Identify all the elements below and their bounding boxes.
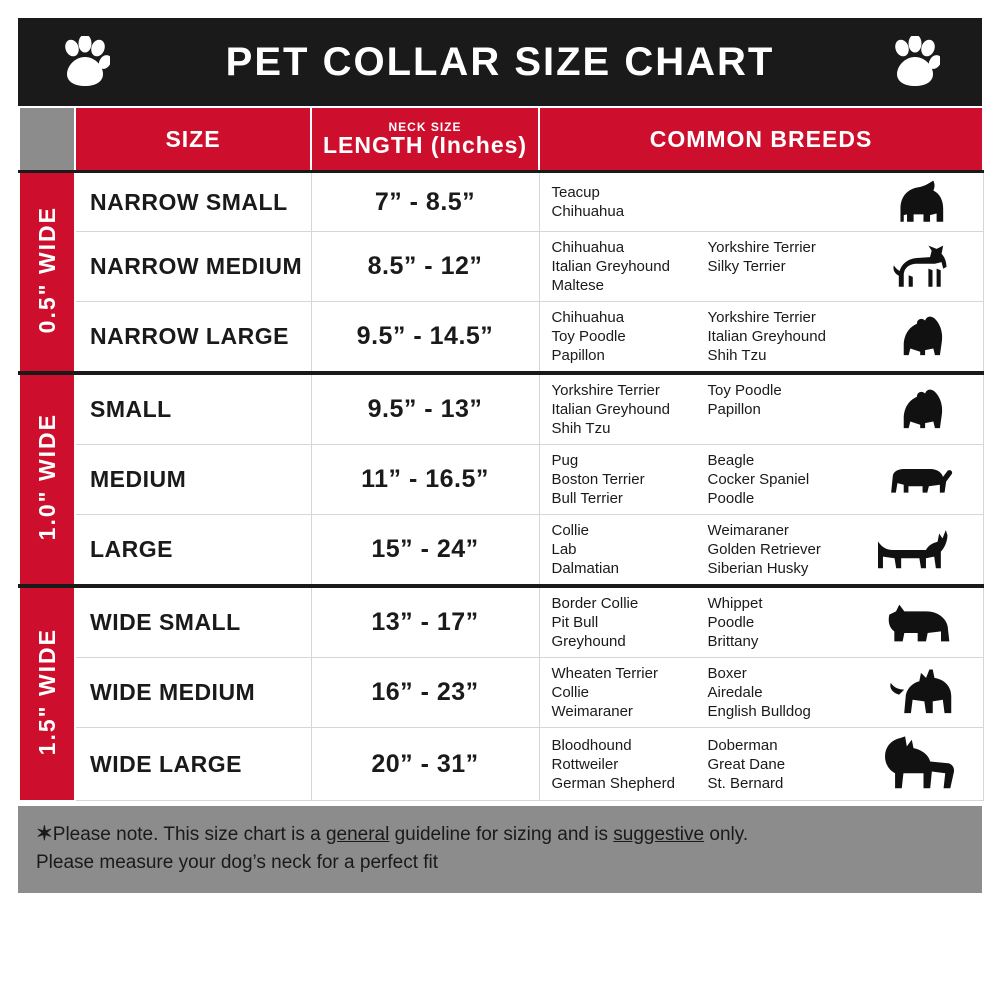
breed-column-left <box>552 238 700 295</box>
breed-name: Silky Terrier <box>707 258 786 275</box>
size-table <box>18 106 984 802</box>
breed-name: Border Collie <box>551 595 639 612</box>
size-name: NARROW SMALL <box>75 172 311 232</box>
breed-name: Cocker Spaniel <box>707 471 810 488</box>
breed-name: Siberian Husky <box>707 560 809 577</box>
breed-name: Doberman <box>707 736 778 754</box>
chart-header <box>18 18 982 106</box>
table-row <box>19 728 983 801</box>
table-row <box>19 373 983 445</box>
breed-name: Collie <box>551 684 590 701</box>
size-name: SMALL <box>75 373 311 445</box>
breed-column-right <box>708 594 856 651</box>
yorkie-silhouette <box>865 179 983 225</box>
breed-name: Weimaraner <box>551 703 633 720</box>
table-row <box>19 515 983 587</box>
breed-name: Beagle <box>707 452 755 469</box>
table-row <box>19 445 983 515</box>
papillon-silhouette <box>865 386 983 434</box>
breed-column-left <box>552 736 700 793</box>
breed-column-left <box>552 521 700 578</box>
breed-name: Teacup <box>551 184 600 201</box>
table-row <box>19 658 983 728</box>
footnote-text-b: guideline for sizing and is <box>389 823 614 845</box>
breed-name: Chihuahua <box>551 309 625 326</box>
width-group-label: 1.0" WIDE <box>19 373 75 586</box>
breed-name: Lab <box>551 541 577 558</box>
breed-name: Toy Poodle <box>551 328 626 345</box>
breed-name: Brittany <box>707 633 759 650</box>
breed-name: Papillon <box>707 401 761 418</box>
breed-name: Great Dane <box>707 755 786 773</box>
breed-name: St. Bernard <box>707 774 784 792</box>
paw-icon <box>890 36 940 88</box>
size-name: WIDE SMALL <box>75 586 311 658</box>
breed-name: German Shepherd <box>551 774 675 792</box>
footnote-line-1 <box>36 820 964 849</box>
breed-name: Poodle <box>707 490 755 507</box>
column-header-breeds: COMMON BREEDS <box>539 107 983 172</box>
footnote-text-a: Please note. This size chart is a <box>52 823 326 845</box>
breed-column-right <box>708 308 856 365</box>
breed-column-right <box>708 183 856 221</box>
column-header-length <box>311 107 539 172</box>
pitbull-silhouette <box>865 598 983 648</box>
neck-length: 16” - 23” <box>311 658 539 728</box>
neck-length: 13” - 17” <box>311 586 539 658</box>
breed-column-left <box>552 183 700 221</box>
table-header-row <box>19 107 983 172</box>
breed-column-right <box>708 664 856 721</box>
length-label: LENGTH (Inches) <box>322 131 528 158</box>
breed-name: Shih Tzu <box>707 347 767 364</box>
breed-name: Toy Poodle <box>707 382 782 399</box>
beagle-silhouette <box>865 458 983 502</box>
breed-name: Yorkshire Terrier <box>707 239 816 256</box>
breed-column-left <box>552 381 700 438</box>
breed-column-left <box>552 451 700 508</box>
footnote-emphasis-suggestive: suggestive <box>613 823 705 845</box>
neck-length: 11” - 16.5” <box>311 445 539 515</box>
breed-name: Weimaraner <box>707 522 789 539</box>
neck-length: 8.5” - 12” <box>311 232 539 302</box>
neck-size-label: NECK SIZE <box>388 119 462 134</box>
paw-icon <box>60 36 110 88</box>
doberman-silhouette <box>865 734 983 794</box>
breed-list <box>539 586 983 658</box>
breed-name: Italian Greyhound <box>707 328 826 345</box>
size-name: WIDE MEDIUM <box>75 658 311 728</box>
breed-list <box>539 373 983 445</box>
breed-list <box>539 172 983 232</box>
breed-column-right <box>708 381 856 438</box>
breed-column-left <box>552 594 700 651</box>
breed-list <box>539 515 983 587</box>
breed-list <box>539 232 983 302</box>
neck-length: 7” - 8.5” <box>311 172 539 232</box>
breed-name: Rottweiler <box>551 755 619 773</box>
size-name: LARGE <box>75 515 311 587</box>
page-title: PET COLLAR SIZE CHART <box>225 39 775 84</box>
breed-name: Boston Terrier <box>551 471 645 488</box>
size-name: NARROW MEDIUM <box>75 232 311 302</box>
table-row <box>19 172 983 232</box>
breed-name: Bull Terrier <box>551 490 623 507</box>
asterisk-icon: ✶ <box>36 822 53 845</box>
breed-list <box>539 445 983 515</box>
breed-name: Chihuahua <box>551 239 625 256</box>
table-row <box>19 232 983 302</box>
footnote-text-c: only. <box>704 823 749 845</box>
breed-list <box>539 728 983 801</box>
breed-list <box>539 302 983 374</box>
breed-name: Pug <box>551 452 579 469</box>
breed-column-right <box>708 736 856 793</box>
breed-name: English Bulldog <box>707 703 811 720</box>
breed-name: Boxer <box>707 665 747 682</box>
size-name: NARROW LARGE <box>75 302 311 374</box>
column-header-size: SIZE <box>75 107 311 172</box>
footnote-line-2: Please measure your dog’s neck for a perfect fit <box>36 851 439 873</box>
breed-name: Maltese <box>551 277 605 294</box>
footnote <box>18 806 982 893</box>
breed-column-right <box>708 451 856 508</box>
neck-length: 9.5” - 13” <box>311 373 539 445</box>
footnote-emphasis-general: general <box>325 823 390 845</box>
breed-name: Yorkshire Terrier <box>707 309 816 326</box>
neck-length: 9.5” - 14.5” <box>311 302 539 374</box>
chihuahua-silhouette <box>865 244 983 290</box>
breed-name: Yorkshire Terrier <box>551 382 660 399</box>
breed-name: Greyhound <box>551 633 626 650</box>
breed-name: Bloodhound <box>551 736 632 754</box>
table-row <box>19 302 983 374</box>
breed-name: Chihuahua <box>551 203 625 220</box>
papillon-silhouette <box>865 313 983 361</box>
breed-column-right <box>708 238 856 295</box>
breed-name: Wheaten Terrier <box>551 665 658 682</box>
breed-name: Italian Greyhound <box>551 401 670 418</box>
table-row <box>19 586 983 658</box>
breed-name: Italian Greyhound <box>551 258 670 275</box>
breed-name: Collie <box>551 522 590 539</box>
boxer-silhouette <box>865 666 983 720</box>
size-name: MEDIUM <box>75 445 311 515</box>
breed-name: Airedale <box>707 684 763 701</box>
breed-list <box>539 658 983 728</box>
width-group-label: 0.5" WIDE <box>19 172 75 374</box>
corner-cell <box>19 107 75 172</box>
breed-name: Shih Tzu <box>551 420 611 437</box>
breed-name: Whippet <box>707 595 763 612</box>
breed-name: Golden Retriever <box>707 541 821 558</box>
breed-name: Papillon <box>551 347 605 364</box>
breed-column-left <box>552 664 700 721</box>
size-name: WIDE LARGE <box>75 728 311 801</box>
width-group-label: 1.5" WIDE <box>19 586 75 801</box>
breed-column-left <box>552 308 700 365</box>
breed-column-right <box>708 521 856 578</box>
neck-length: 15” - 24” <box>311 515 539 587</box>
retriever-silhouette <box>865 525 983 575</box>
neck-length: 20” - 31” <box>311 728 539 801</box>
breed-name: Poodle <box>707 614 755 631</box>
breed-name: Dalmatian <box>551 560 620 577</box>
breed-name: Pit Bull <box>551 614 599 631</box>
